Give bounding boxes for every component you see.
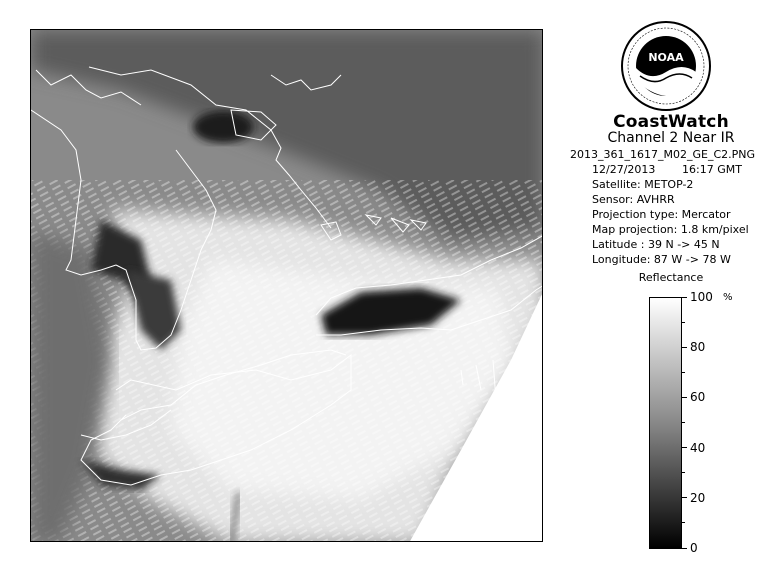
map-projection: Map projection: 1.8 km/pixel xyxy=(592,223,749,236)
lake-nipigon-dark xyxy=(193,111,253,143)
projection-type: Projection type: Mercator xyxy=(592,208,731,221)
brand-title: CoastWatch xyxy=(613,112,729,132)
time: 16:17 GMT xyxy=(682,163,742,176)
satellite-map-svg xyxy=(31,30,543,542)
colorbar-tick-mark xyxy=(682,548,687,549)
colorbar-tick-mark xyxy=(682,397,687,398)
colorbar-tick-mark xyxy=(682,497,687,498)
filename: 2013_361_1617_M02_GE_C2.PNG xyxy=(570,148,756,161)
longitude: Longitude: 87 W -> 78 W xyxy=(592,253,731,266)
legend-unit: % xyxy=(723,292,733,303)
colorbar-tick-label: 40 xyxy=(690,440,706,455)
satellite-image xyxy=(30,29,543,542)
colorbar-tick-label: 80 xyxy=(690,340,706,355)
noaa-logo xyxy=(620,20,712,112)
colorbar-tick-mark xyxy=(682,372,685,373)
colorbar-tick-label: 20 xyxy=(690,490,706,505)
colorbar-tick-mark xyxy=(682,322,685,323)
sensor: Sensor: AVHRR xyxy=(592,193,675,206)
colorbar-tick-label: 60 xyxy=(690,390,706,405)
colorbar-tick-mark xyxy=(682,447,687,448)
colorbar-tick-mark xyxy=(682,347,687,348)
colorbar-tick-mark xyxy=(682,297,687,298)
satellite: Satellite: METOP-2 xyxy=(592,178,694,191)
colorbar-tick-mark xyxy=(682,472,685,473)
colorbar-tick-label: 100 xyxy=(690,290,713,304)
info-panel xyxy=(560,0,782,572)
colorbar-tick-label: 0 xyxy=(690,541,698,555)
date: 12/27/2013 xyxy=(592,163,656,176)
colorbar-tick-mark xyxy=(682,522,685,523)
latitude: Latitude : 39 N -> 45 N xyxy=(592,238,720,251)
colorbar-tick-mark xyxy=(682,422,685,423)
colorbar xyxy=(649,297,682,549)
legend-title: Reflectance xyxy=(638,271,704,284)
logo-text: NOAA xyxy=(648,51,684,64)
channel-title: Channel 2 Near IR xyxy=(607,130,735,146)
